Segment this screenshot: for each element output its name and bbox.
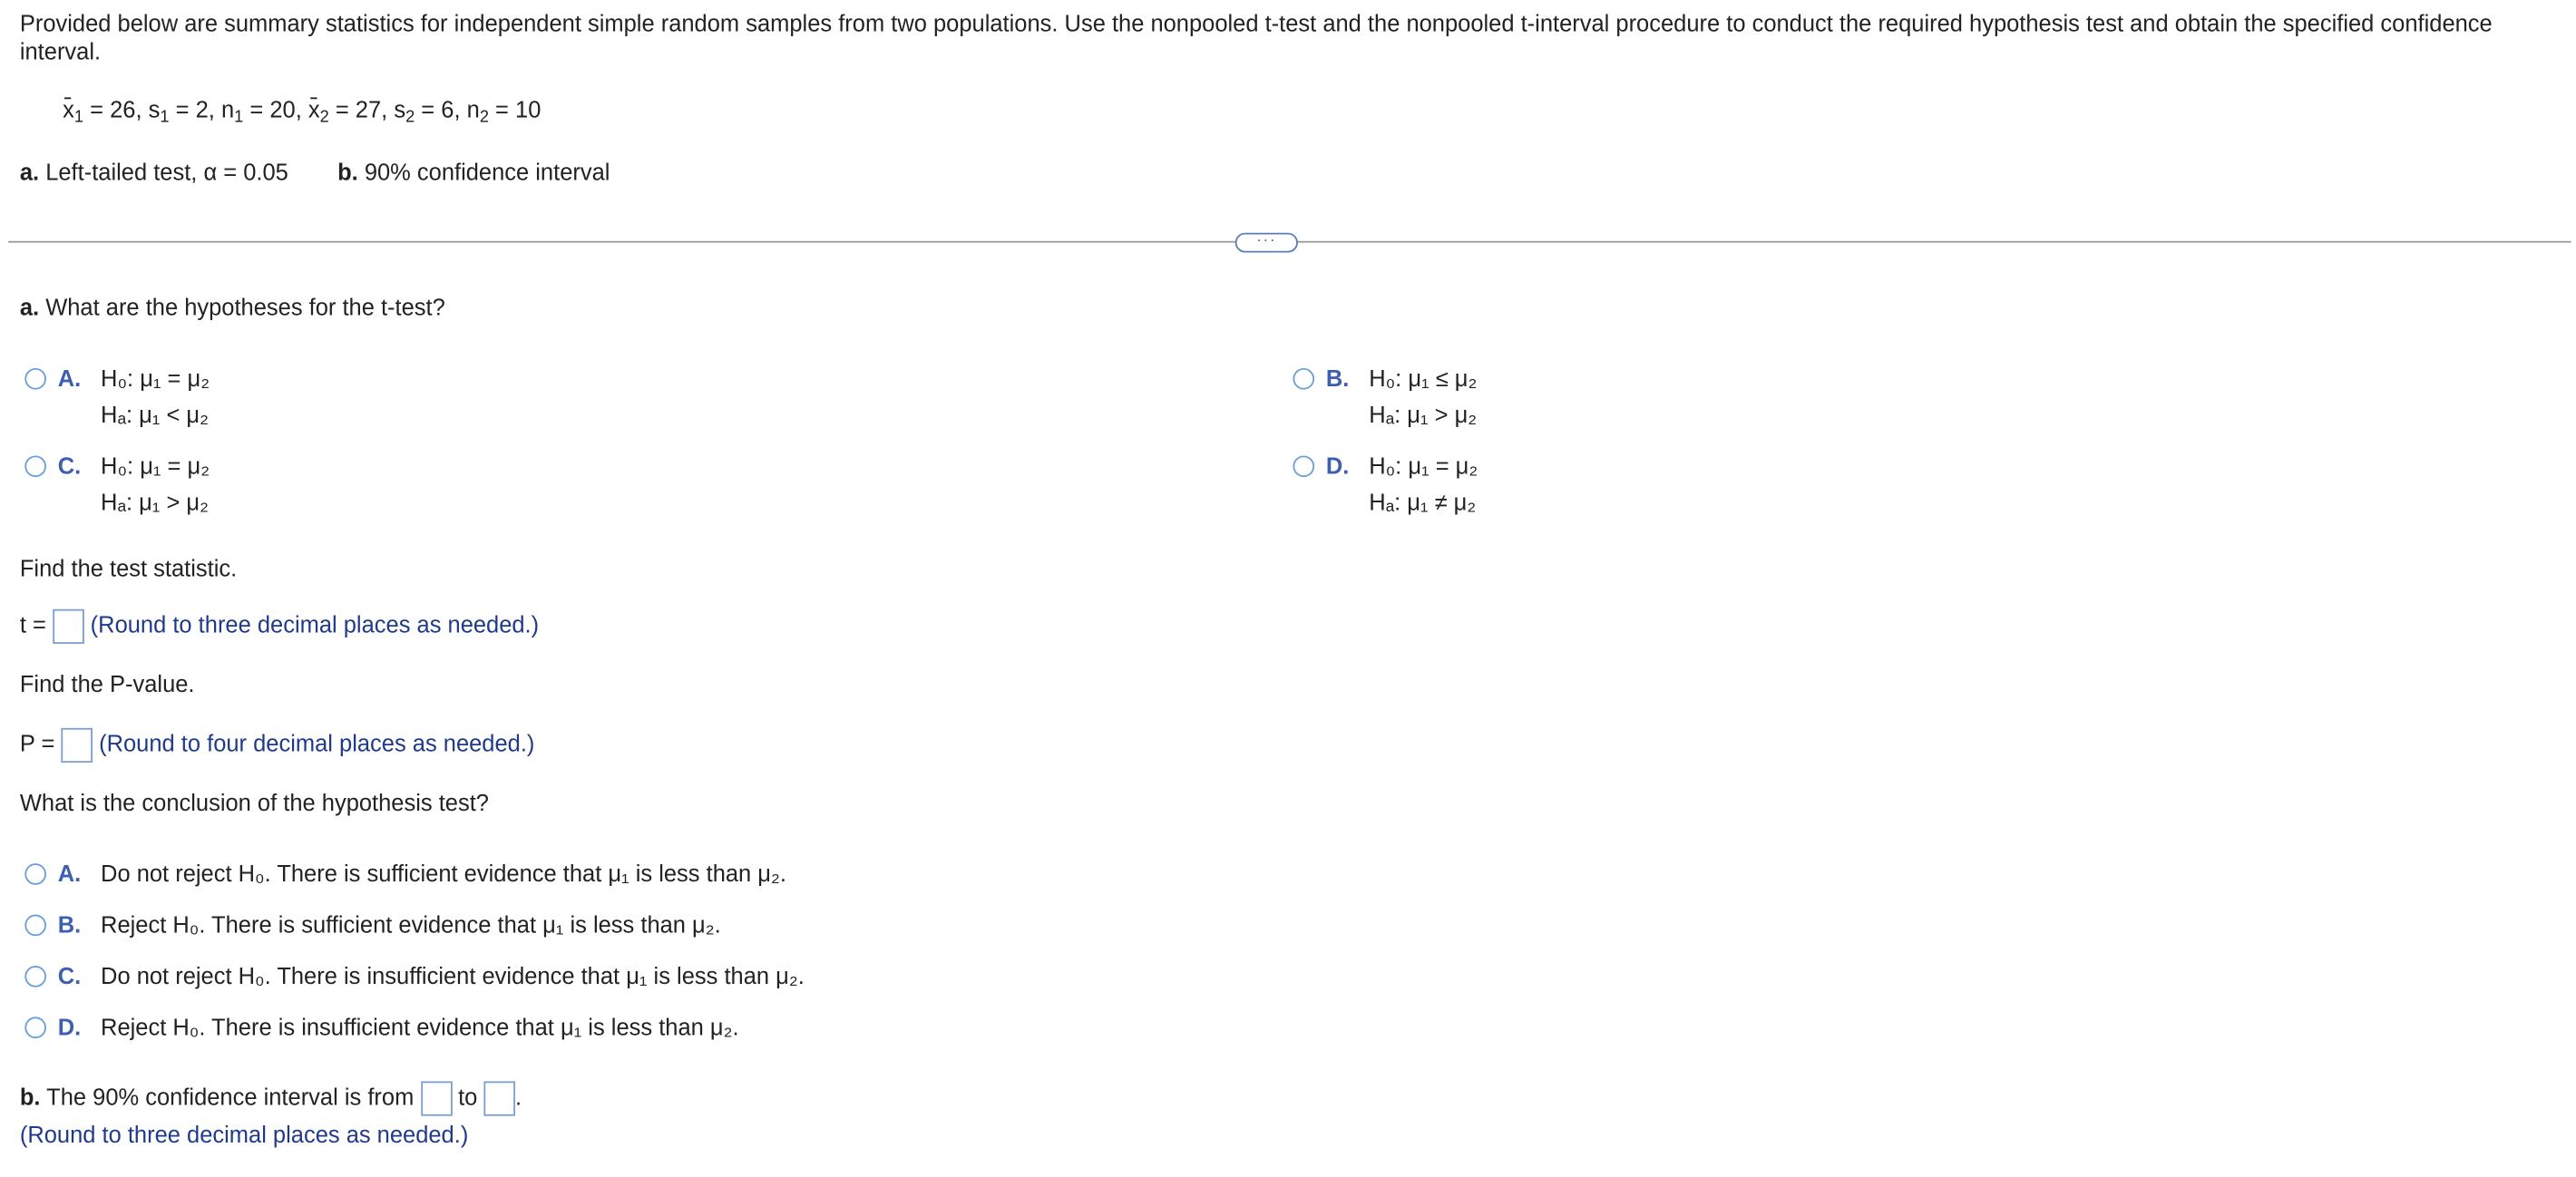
part-a-label: a. [19, 158, 40, 185]
hypothesis-option-a-radio[interactable] [24, 368, 46, 390]
ha-text: Hₐ: μ₁ > μ₂ [1369, 401, 1478, 428]
conclusion-option-a-radio[interactable] [24, 863, 46, 885]
hypothesis-option-b[interactable] [1369, 360, 1477, 433]
test-statistic-row [20, 609, 539, 644]
hypothesis-option-d-radio[interactable] [1293, 455, 1314, 477]
test-statistic-prompt: Find the test statistic. [19, 554, 238, 581]
h0-text: H₀: μ₁ = μ₂ [101, 365, 210, 392]
h0-text: H₀: μ₁ = μ₂ [1369, 452, 1478, 479]
hypothesis-option-a[interactable] [101, 360, 210, 433]
p-value-row [20, 728, 535, 763]
h0-text: H₀: μ₁ = μ₂ [101, 452, 210, 479]
ha-text: Hₐ: μ₁ > μ₂ [101, 488, 210, 515]
p-value-prompt: Find the P-value. [19, 670, 195, 697]
more-button[interactable]: ··· [1235, 233, 1298, 253]
problem-statement: Provided below are summary statistics for independent simple random samples from two populations. Use the nonpooled t-test and the nonpooled t-interval procedure to conduct the required hypothesis test and obtain the specified confidence interval. [19, 9, 2493, 64]
p-hint: (Round to four decimal places as needed.) [99, 730, 535, 757]
hypothesis-option-c-radio[interactable] [24, 455, 46, 477]
summary-statistics: $x_1 = 26$, $s_1 = 2$, $n_1 = 20$, $x_2 = 27$, $s_2 = 6$, $n_2 = 10$ [63, 95, 542, 128]
interval-upper-input[interactable] [483, 1081, 515, 1115]
parts-description [20, 159, 610, 185]
part-b-text: 90% confidence interval [364, 158, 610, 185]
conclusion-option-a[interactable]: Do not reject H₀. There is sufficient evidence that μ₁ is less than μ₂. [101, 860, 786, 887]
t-label: t = [19, 610, 46, 638]
part-a-text: Left-tailed test, α = 0.05 [45, 158, 288, 185]
n1-value: 20 [269, 95, 296, 122]
n2-value: 10 [515, 95, 542, 122]
hypotheses-question: a. What are the hypotheses for the t-test? [19, 294, 445, 321]
conclusion-option-c-radio[interactable] [24, 966, 46, 987]
confidence-interval-row [20, 1081, 522, 1115]
ha-text: Hₐ: μ₁ ≠ μ₂ [1369, 488, 1477, 515]
part-b-label: b. [337, 158, 358, 185]
interval-hint: (Round to three decimal places as needed.) [19, 1121, 469, 1148]
p-label: P = [19, 730, 55, 757]
hypothesis-option-c[interactable] [101, 447, 210, 520]
hypothesis-option-b-letter: B. [1325, 365, 1350, 392]
conclusion-option-b-letter: B. [57, 910, 82, 939]
conclusion-option-c[interactable]: Do not reject H₀. There is insufficient evidence that μ₁ is less than μ₂. [101, 962, 805, 989]
p-answer-input[interactable] [61, 728, 93, 763]
hypothesis-option-c-letter: C. [57, 452, 82, 479]
conclusion-option-b[interactable]: Reject H₀. There is sufficient evidence that μ₁ is less than μ₂. [101, 910, 721, 939]
t-hint: (Round to three decimal places as needed.) [90, 610, 540, 638]
conclusion-option-d-radio[interactable] [24, 1016, 46, 1038]
hypothesis-option-b-radio[interactable] [1293, 368, 1314, 390]
interval-to: to [458, 1083, 478, 1110]
t-answer-input[interactable] [53, 609, 84, 644]
interval-period: . [515, 1083, 522, 1110]
interval-text: The 90% confidence interval is from [46, 1083, 415, 1110]
conclusion-option-b-radio[interactable] [24, 915, 46, 937]
part-b-label: b. [19, 1083, 41, 1110]
conclusion-option-d-letter: D. [57, 1013, 82, 1040]
conclusion-option-d[interactable]: Reject H₀. There is insufficient evidence that μ₁ is less than μ₂. [101, 1013, 739, 1040]
ha-text: Hₐ: μ₁ < μ₂ [101, 401, 210, 428]
conclusion-option-c-letter: C. [57, 962, 82, 989]
x1-value: 26 [110, 95, 136, 122]
s1-value: 2 [195, 95, 209, 122]
x2-value: 27 [355, 95, 382, 122]
hypothesis-option-d[interactable] [1369, 447, 1478, 520]
hypothesis-option-d-letter: D. [1325, 452, 1350, 479]
h0-text: H₀: μ₁ ≤ μ₂ [1369, 365, 1478, 392]
hypothesis-option-a-letter: A. [57, 365, 82, 392]
s2-value: 6 [441, 95, 454, 122]
conclusion-question: What is the conclusion of the hypothesis test? [19, 789, 489, 816]
conclusion-option-a-letter: A. [57, 860, 82, 887]
interval-lower-input[interactable] [420, 1081, 452, 1115]
